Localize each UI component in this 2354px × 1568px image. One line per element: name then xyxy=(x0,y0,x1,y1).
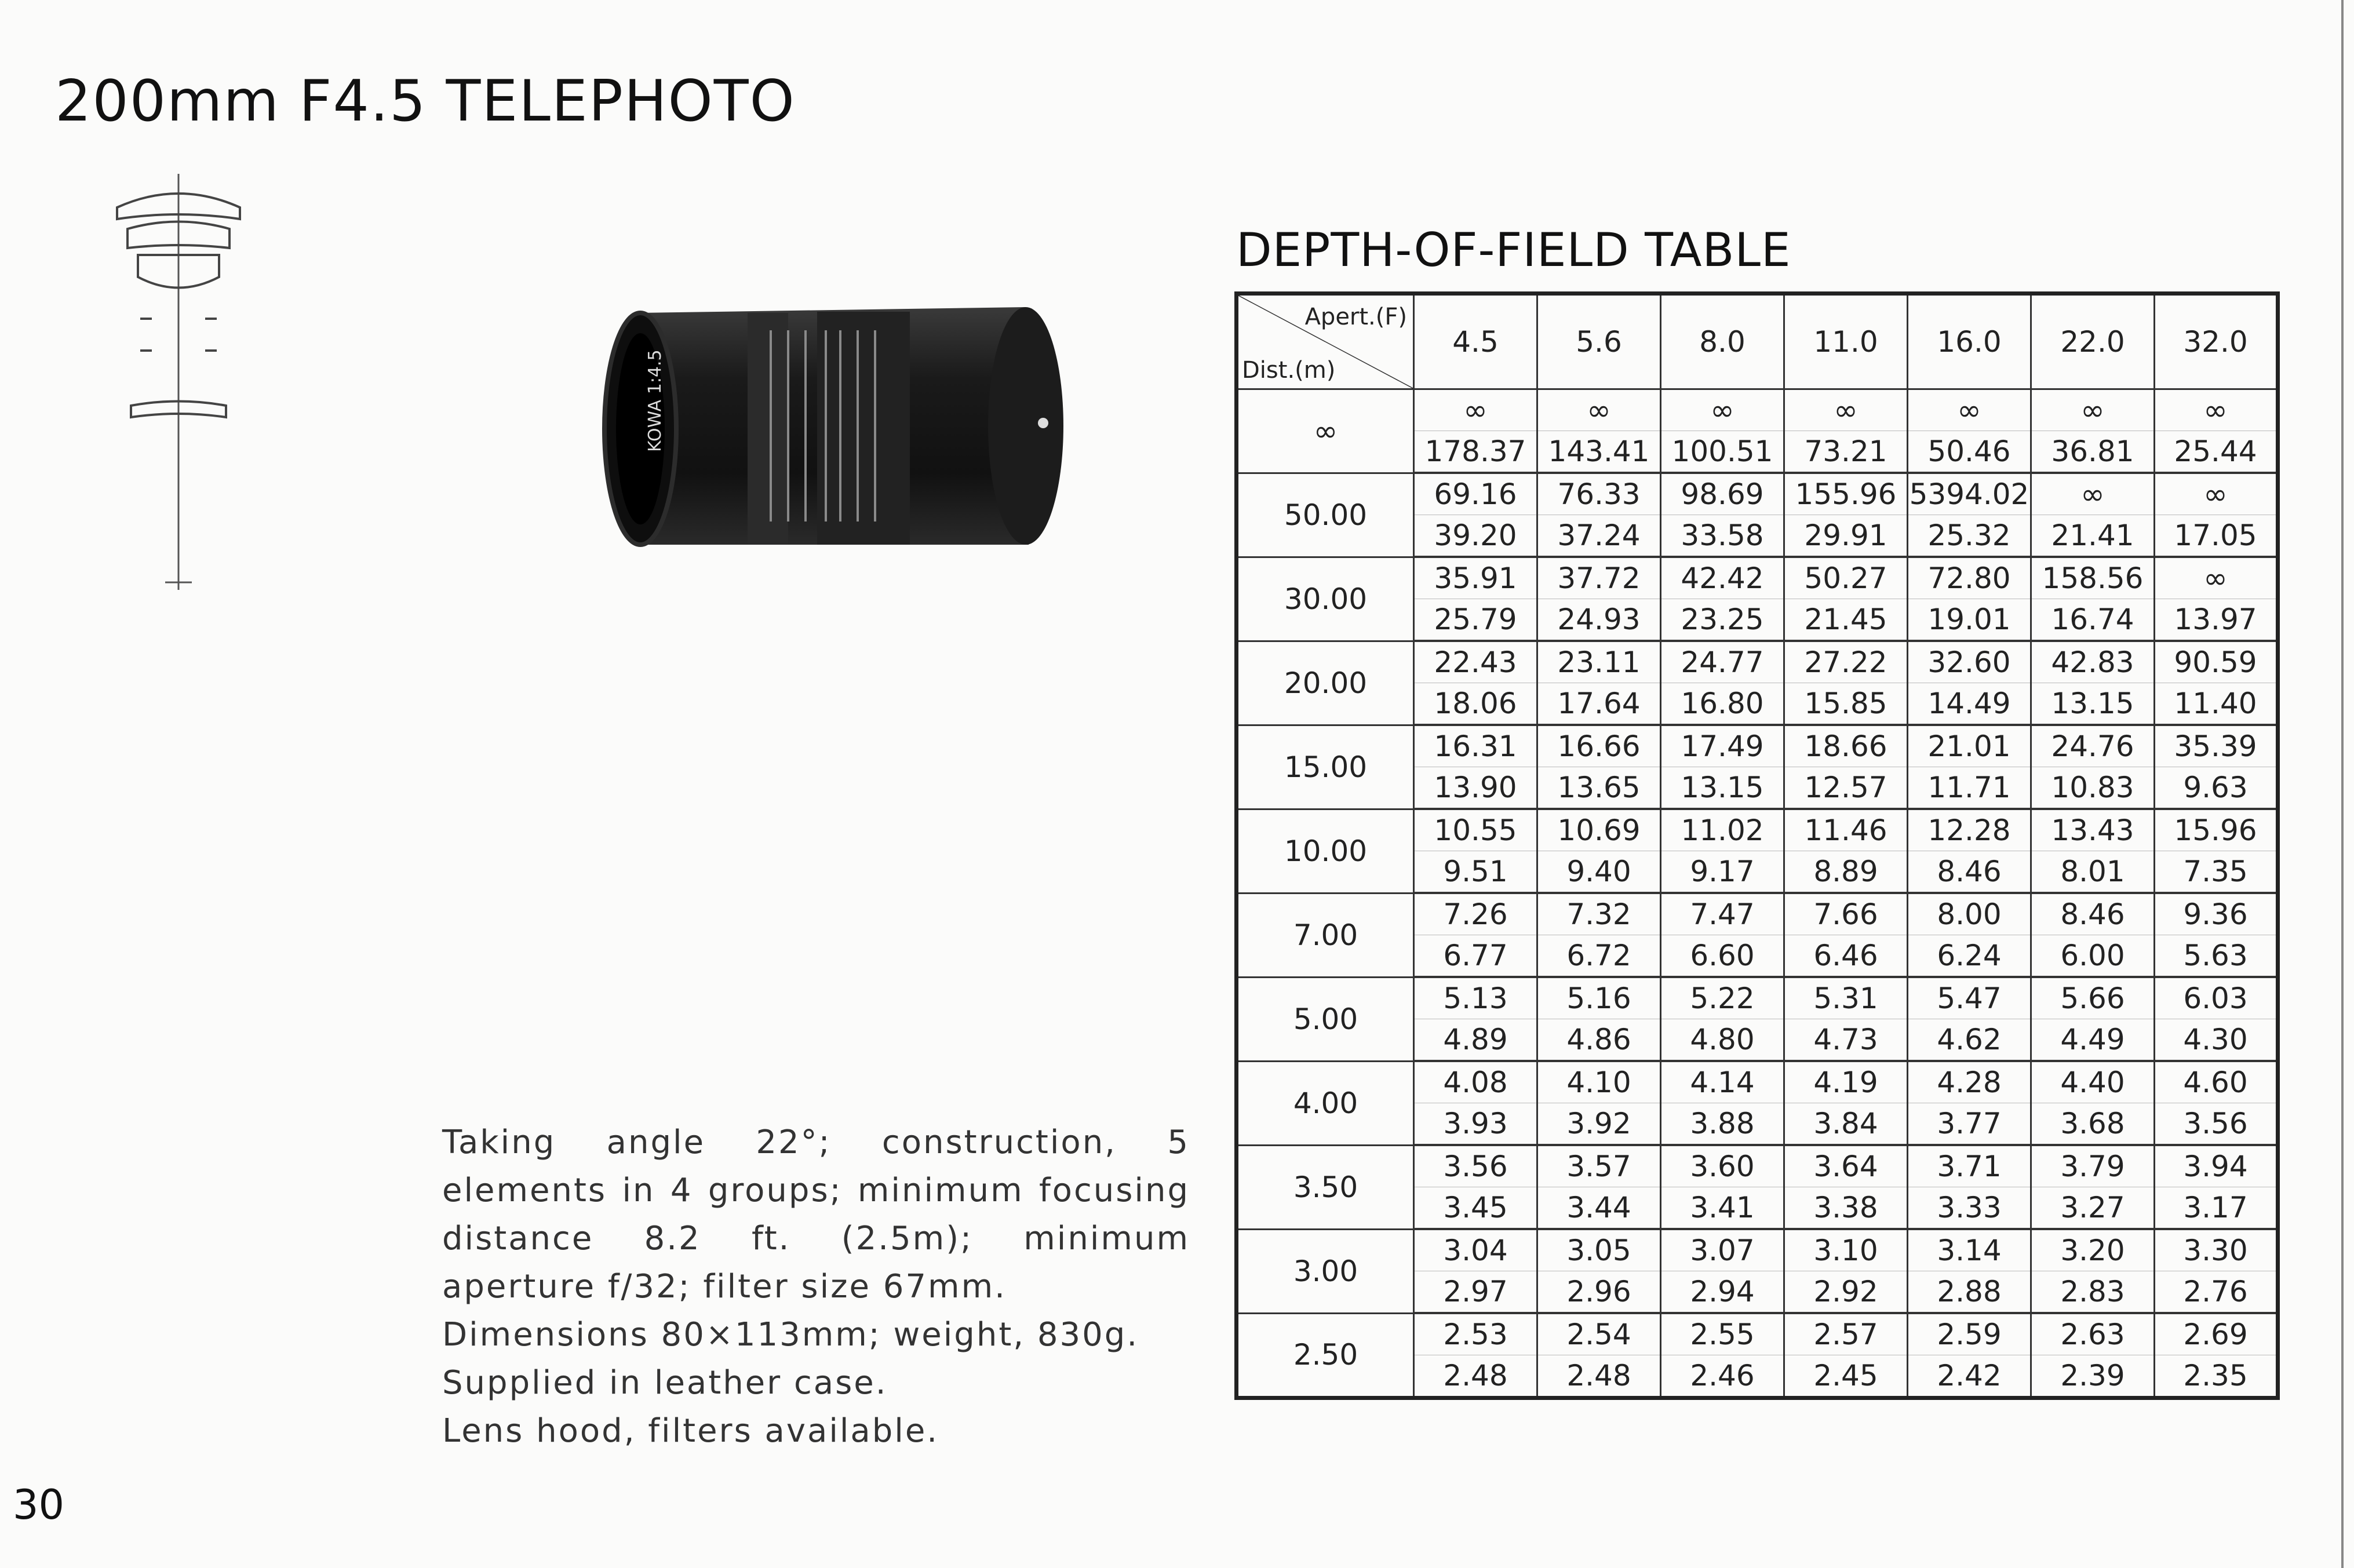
far-limit-cell: ∞ xyxy=(2155,557,2278,599)
far-limit-cell: 50.27 xyxy=(1784,557,1908,599)
near-limit-cell: 2.45 xyxy=(1784,1355,1908,1398)
far-limit-cell: 3.56 xyxy=(1414,1145,1537,1187)
far-limit-cell: 5.47 xyxy=(1908,977,2031,1019)
far-limit-cell: 24.76 xyxy=(2031,725,2155,767)
page-title: 200mm F4.5 TELEPHOTO xyxy=(55,68,796,134)
far-limit-cell: 6.03 xyxy=(2155,977,2278,1019)
aperture-header: 4.5 xyxy=(1414,294,1537,389)
near-limit-cell: 4.86 xyxy=(1537,1019,1661,1062)
far-limit-cell: 11.02 xyxy=(1661,809,1784,851)
near-limit-cell: 16.74 xyxy=(2031,599,2155,641)
far-limit-cell: 5394.02 xyxy=(1908,473,2031,515)
distance-cell: 7.00 xyxy=(1237,893,1414,977)
near-limit-cell: 23.25 xyxy=(1661,599,1784,641)
far-limit-cell: 72.80 xyxy=(1908,557,2031,599)
page-number: 30 xyxy=(13,1481,65,1529)
far-limit-cell: 2.69 xyxy=(2155,1313,2278,1355)
far-limit-cell: 10.69 xyxy=(1537,809,1661,851)
far-limit-cell: 158.56 xyxy=(2031,557,2155,599)
description-specs: Taking angle 22°; construction, 5 elements in 4 groups; minimum focusing distance 8.2 ft. (2.5m); minimum aperture f/32; filter size 67mm. xyxy=(442,1124,1190,1306)
lens-photo xyxy=(597,278,1089,579)
far-limit-cell: 5.16 xyxy=(1537,977,1661,1019)
far-limit-cell: 2.63 xyxy=(2031,1313,2155,1355)
far-limit-cell: ∞ xyxy=(2155,473,2278,515)
distance-cell: 50.00 xyxy=(1237,473,1414,557)
near-limit-cell: 2.35 xyxy=(2155,1355,2278,1398)
near-limit-cell: 17.05 xyxy=(2155,515,2278,557)
far-limit-cell: 16.31 xyxy=(1414,725,1537,767)
near-limit-cell: 16.80 xyxy=(1661,683,1784,725)
far-limit-cell: 21.01 xyxy=(1908,725,2031,767)
description-case: Supplied in leather case. xyxy=(442,1364,888,1402)
far-limit-cell: 3.10 xyxy=(1784,1229,1908,1271)
near-limit-cell: 2.97 xyxy=(1414,1271,1537,1314)
near-limit-cell: 7.35 xyxy=(2155,851,2278,894)
near-limit-cell: 18.06 xyxy=(1414,683,1537,725)
near-limit-cell: 4.49 xyxy=(2031,1019,2155,1062)
near-limit-cell: 2.92 xyxy=(1784,1271,1908,1314)
near-limit-cell: 4.73 xyxy=(1784,1019,1908,1062)
dof-row-far-limit xyxy=(1237,809,2278,851)
far-limit-cell: 3.04 xyxy=(1414,1229,1537,1271)
far-limit-cell: 4.60 xyxy=(2155,1061,2278,1103)
far-limit-cell: 4.14 xyxy=(1661,1061,1784,1103)
far-limit-cell: 42.42 xyxy=(1661,557,1784,599)
far-limit-cell: 3.57 xyxy=(1537,1145,1661,1187)
near-limit-cell: 6.60 xyxy=(1661,935,1784,978)
far-limit-cell: 4.08 xyxy=(1414,1061,1537,1103)
near-limit-cell: 2.88 xyxy=(1908,1271,2031,1314)
far-limit-cell: 98.69 xyxy=(1661,473,1784,515)
aperture-header-row xyxy=(1237,294,2278,389)
far-limit-cell: ∞ xyxy=(1784,389,1908,431)
near-limit-cell: 3.56 xyxy=(2155,1103,2278,1146)
far-limit-cell: 2.53 xyxy=(1414,1313,1537,1355)
far-limit-cell: 8.46 xyxy=(2031,893,2155,935)
lens-description xyxy=(442,1118,1190,1455)
near-limit-cell: 2.96 xyxy=(1537,1271,1661,1314)
near-limit-cell: 9.17 xyxy=(1661,851,1784,894)
near-limit-cell: 19.01 xyxy=(1908,599,2031,641)
near-limit-cell: 13.97 xyxy=(2155,599,2278,641)
near-limit-cell: 25.32 xyxy=(1908,515,2031,557)
dof-row-far-limit xyxy=(1237,893,2278,935)
far-limit-cell: 76.33 xyxy=(1537,473,1661,515)
near-limit-cell: 178.37 xyxy=(1414,431,1537,473)
far-limit-cell: 7.26 xyxy=(1414,893,1537,935)
far-limit-cell: 35.39 xyxy=(2155,725,2278,767)
near-limit-cell: 8.01 xyxy=(2031,851,2155,894)
near-limit-cell: 3.38 xyxy=(1784,1187,1908,1230)
far-limit-cell: 3.30 xyxy=(2155,1229,2278,1271)
far-limit-cell: 90.59 xyxy=(2155,641,2278,683)
far-limit-cell: 3.14 xyxy=(1908,1229,2031,1271)
near-limit-cell: 9.51 xyxy=(1414,851,1537,894)
near-limit-cell: 73.21 xyxy=(1784,431,1908,473)
near-limit-cell: 2.42 xyxy=(1908,1355,2031,1398)
far-limit-cell: ∞ xyxy=(2155,389,2278,431)
near-limit-cell: 4.62 xyxy=(1908,1019,2031,1062)
near-limit-cell: 3.44 xyxy=(1537,1187,1661,1230)
near-limit-cell: 2.48 xyxy=(1537,1355,1661,1398)
near-limit-cell: 13.15 xyxy=(2031,683,2155,725)
aperture-header: 32.0 xyxy=(2155,294,2278,389)
far-limit-cell: ∞ xyxy=(2031,473,2155,515)
far-limit-cell: 3.20 xyxy=(2031,1229,2155,1271)
near-limit-cell: 3.27 xyxy=(2031,1187,2155,1230)
far-limit-cell: 15.96 xyxy=(2155,809,2278,851)
far-limit-cell: ∞ xyxy=(1414,389,1537,431)
aperture-header: 11.0 xyxy=(1784,294,1908,389)
near-limit-cell: 33.58 xyxy=(1661,515,1784,557)
near-limit-cell: 2.46 xyxy=(1661,1355,1784,1398)
dof-row-far-limit xyxy=(1237,1145,2278,1187)
distance-cell: 10.00 xyxy=(1237,809,1414,893)
near-limit-cell: 37.24 xyxy=(1537,515,1661,557)
far-limit-cell: 5.22 xyxy=(1661,977,1784,1019)
far-limit-cell: 5.13 xyxy=(1414,977,1537,1019)
aperture-header: 16.0 xyxy=(1908,294,2031,389)
near-limit-cell: 9.63 xyxy=(2155,767,2278,809)
near-limit-cell: 2.39 xyxy=(2031,1355,2155,1398)
near-limit-cell: 29.91 xyxy=(1784,515,1908,557)
near-limit-cell: 8.46 xyxy=(1908,851,2031,894)
near-limit-cell: 2.83 xyxy=(2031,1271,2155,1314)
near-limit-cell: 100.51 xyxy=(1661,431,1784,473)
far-limit-cell: 7.66 xyxy=(1784,893,1908,935)
near-limit-cell: 3.33 xyxy=(1908,1187,2031,1230)
far-limit-cell: 3.07 xyxy=(1661,1229,1784,1271)
description-dimensions: Dimensions 80×113mm; weight, 830g. xyxy=(442,1316,1139,1354)
distance-cell: 3.00 xyxy=(1237,1229,1414,1313)
near-limit-cell: 15.85 xyxy=(1784,683,1908,725)
far-limit-cell: 3.05 xyxy=(1537,1229,1661,1271)
far-limit-cell: 7.47 xyxy=(1661,893,1784,935)
near-limit-cell: 6.72 xyxy=(1537,935,1661,978)
far-limit-cell: 2.59 xyxy=(1908,1313,2031,1355)
near-limit-cell: 8.89 xyxy=(1784,851,1908,894)
dof-row-far-limit xyxy=(1237,977,2278,1019)
near-limit-cell: 13.15 xyxy=(1661,767,1784,809)
near-limit-cell: 3.84 xyxy=(1784,1103,1908,1146)
dof-row-far-limit xyxy=(1237,389,2278,431)
dof-row-far-limit xyxy=(1237,1313,2278,1355)
aperture-header: 22.0 xyxy=(2031,294,2155,389)
depth-of-field-table xyxy=(1234,291,2280,1400)
distance-cell: 15.00 xyxy=(1237,725,1414,809)
near-limit-cell: 6.46 xyxy=(1784,935,1908,978)
far-limit-cell: 24.77 xyxy=(1661,641,1784,683)
distance-cell: 5.00 xyxy=(1237,977,1414,1061)
far-limit-cell: 3.71 xyxy=(1908,1145,2031,1187)
far-limit-cell: 5.31 xyxy=(1784,977,1908,1019)
far-limit-cell: 3.94 xyxy=(2155,1145,2278,1187)
far-limit-cell: 155.96 xyxy=(1784,473,1908,515)
far-limit-cell: 3.60 xyxy=(1661,1145,1784,1187)
far-limit-cell: 2.57 xyxy=(1784,1313,1908,1355)
near-limit-cell: 14.49 xyxy=(1908,683,2031,725)
aperture-header: 5.6 xyxy=(1537,294,1661,389)
near-limit-cell: 17.64 xyxy=(1537,683,1661,725)
lens-brand-text: KOWA 1:4.5 xyxy=(645,349,665,452)
near-limit-cell: 2.76 xyxy=(2155,1271,2278,1314)
corner-aperture-label: Apert.(F) xyxy=(1304,304,1407,330)
distance-cell: 20.00 xyxy=(1237,641,1414,725)
near-limit-cell: 3.77 xyxy=(1908,1103,2031,1146)
aperture-header: 8.0 xyxy=(1661,294,1784,389)
near-limit-cell: 6.00 xyxy=(2031,935,2155,978)
far-limit-cell: 4.40 xyxy=(2031,1061,2155,1103)
near-limit-cell: 6.24 xyxy=(1908,935,2031,978)
dof-row-far-limit xyxy=(1237,473,2278,515)
near-limit-cell: 9.40 xyxy=(1537,851,1661,894)
near-limit-cell: 25.79 xyxy=(1414,599,1537,641)
far-limit-cell: 10.55 xyxy=(1414,809,1537,851)
far-limit-cell: 9.36 xyxy=(2155,893,2278,935)
far-limit-cell: 27.22 xyxy=(1784,641,1908,683)
far-limit-cell: 69.16 xyxy=(1414,473,1537,515)
near-limit-cell: 13.90 xyxy=(1414,767,1537,809)
far-limit-cell: 37.72 xyxy=(1537,557,1661,599)
far-limit-cell: 42.83 xyxy=(2031,641,2155,683)
far-limit-cell: 7.32 xyxy=(1537,893,1661,935)
far-limit-cell: 32.60 xyxy=(1908,641,2031,683)
far-limit-cell: 11.46 xyxy=(1784,809,1908,851)
dof-row-far-limit xyxy=(1237,557,2278,599)
dof-row-far-limit xyxy=(1237,1229,2278,1271)
corner-distance-label: Dist.(m) xyxy=(1242,357,1336,384)
near-limit-cell: 2.48 xyxy=(1414,1355,1537,1398)
far-limit-cell: 2.55 xyxy=(1661,1313,1784,1355)
dof-row-far-limit xyxy=(1237,641,2278,683)
near-limit-cell: 4.80 xyxy=(1661,1019,1784,1062)
dof-row-far-limit xyxy=(1237,1061,2278,1103)
near-limit-cell: 11.40 xyxy=(2155,683,2278,725)
far-limit-cell: 13.43 xyxy=(2031,809,2155,851)
far-limit-cell: ∞ xyxy=(2031,389,2155,431)
near-limit-cell: 3.93 xyxy=(1414,1103,1537,1146)
far-limit-cell: ∞ xyxy=(1661,389,1784,431)
near-limit-cell: 10.83 xyxy=(2031,767,2155,809)
dof-table-title: DEPTH-OF-FIELD TABLE xyxy=(1236,223,1791,277)
near-limit-cell: 24.93 xyxy=(1537,599,1661,641)
near-limit-cell: 21.45 xyxy=(1784,599,1908,641)
far-limit-cell: 12.28 xyxy=(1908,809,2031,851)
near-limit-cell: 5.63 xyxy=(2155,935,2278,978)
near-limit-cell: 3.45 xyxy=(1414,1187,1537,1230)
distance-cell: ∞ xyxy=(1237,389,1414,473)
near-limit-cell: 50.46 xyxy=(1908,431,2031,473)
table-corner-header xyxy=(1237,294,1414,389)
near-limit-cell: 3.88 xyxy=(1661,1103,1784,1146)
near-limit-cell: 3.68 xyxy=(2031,1103,2155,1146)
far-limit-cell: 3.64 xyxy=(1784,1145,1908,1187)
near-limit-cell: 39.20 xyxy=(1414,515,1537,557)
near-limit-cell: 12.57 xyxy=(1784,767,1908,809)
distance-cell: 30.00 xyxy=(1237,557,1414,641)
far-limit-cell: 35.91 xyxy=(1414,557,1537,599)
lens-construction-diagram xyxy=(110,174,255,597)
page-edge xyxy=(2341,0,2344,1568)
far-limit-cell: 17.49 xyxy=(1661,725,1784,767)
far-limit-cell: ∞ xyxy=(1537,389,1661,431)
near-limit-cell: 11.71 xyxy=(1908,767,2031,809)
description-accessories: Lens hood, filters available. xyxy=(442,1412,939,1450)
near-limit-cell: 6.77 xyxy=(1414,935,1537,978)
far-limit-cell: ∞ xyxy=(1908,389,2031,431)
near-limit-cell: 3.92 xyxy=(1537,1103,1661,1146)
distance-cell: 3.50 xyxy=(1237,1145,1414,1229)
dof-row-far-limit xyxy=(1237,725,2278,767)
near-limit-cell: 21.41 xyxy=(2031,515,2155,557)
far-limit-cell: 4.28 xyxy=(1908,1061,2031,1103)
far-limit-cell: 22.43 xyxy=(1414,641,1537,683)
near-limit-cell: 13.65 xyxy=(1537,767,1661,809)
far-limit-cell: 2.54 xyxy=(1537,1313,1661,1355)
near-limit-cell: 2.94 xyxy=(1661,1271,1784,1314)
near-limit-cell: 25.44 xyxy=(2155,431,2278,473)
near-limit-cell: 3.41 xyxy=(1661,1187,1784,1230)
far-limit-cell: 4.19 xyxy=(1784,1061,1908,1103)
near-limit-cell: 143.41 xyxy=(1537,431,1661,473)
far-limit-cell: 3.79 xyxy=(2031,1145,2155,1187)
far-limit-cell: 4.10 xyxy=(1537,1061,1661,1103)
near-limit-cell: 3.17 xyxy=(2155,1187,2278,1230)
distance-cell: 2.50 xyxy=(1237,1313,1414,1398)
near-limit-cell: 4.89 xyxy=(1414,1019,1537,1062)
far-limit-cell: 8.00 xyxy=(1908,893,2031,935)
near-limit-cell: 4.30 xyxy=(2155,1019,2278,1062)
far-limit-cell: 23.11 xyxy=(1537,641,1661,683)
far-limit-cell: 5.66 xyxy=(2031,977,2155,1019)
distance-cell: 4.00 xyxy=(1237,1061,1414,1145)
far-limit-cell: 18.66 xyxy=(1784,725,1908,767)
near-limit-cell: 36.81 xyxy=(2031,431,2155,473)
far-limit-cell: 16.66 xyxy=(1537,725,1661,767)
